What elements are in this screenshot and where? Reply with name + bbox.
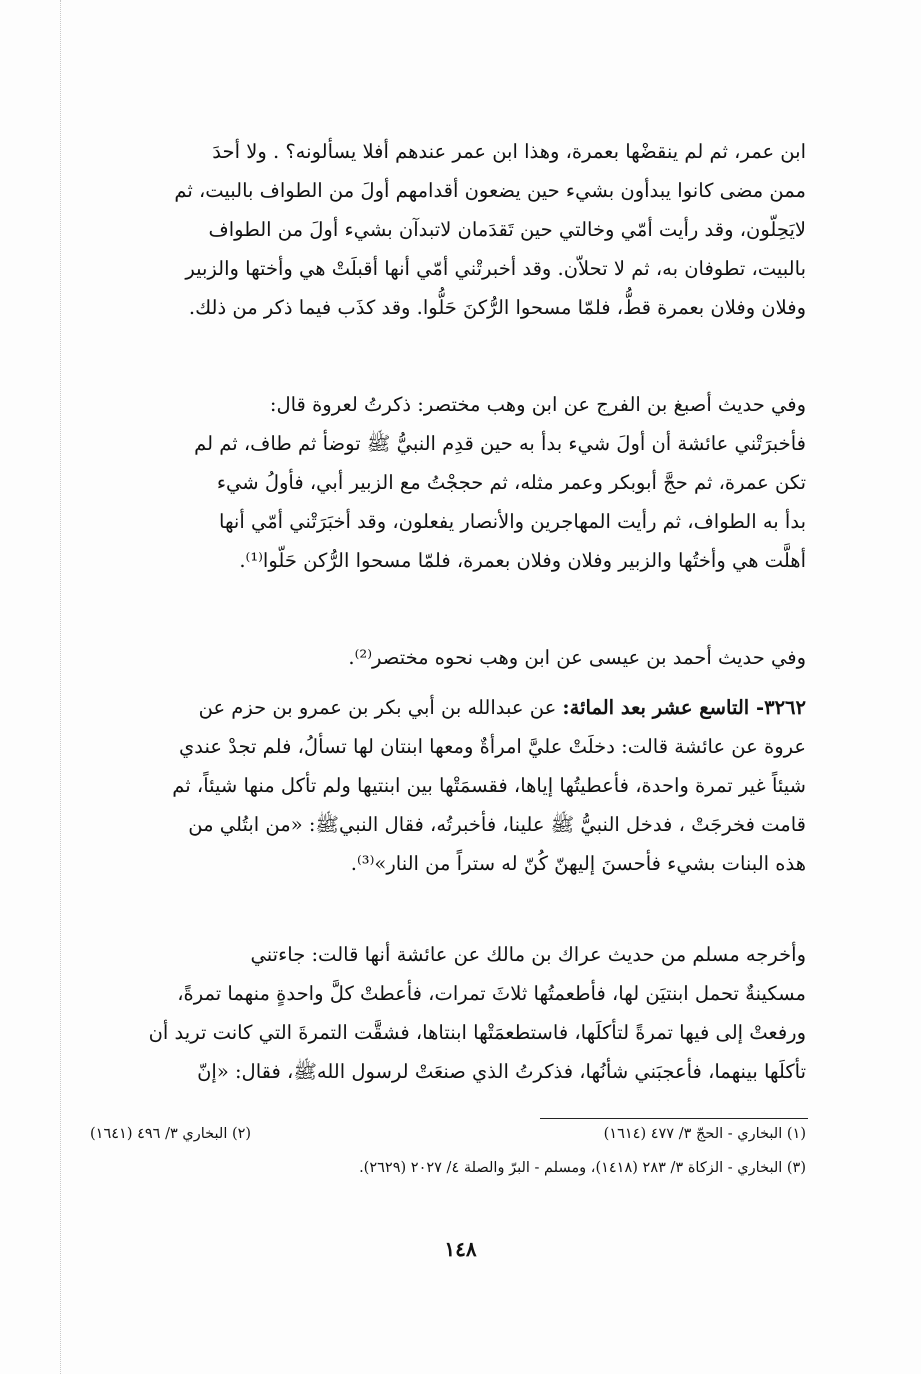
text-line: شيئاً غير تمرة واحدة، فأعطيتُها إياها، فقسمَتْها بين ابنتيها ولم تأكل منها شيئاً، ثم xyxy=(172,774,806,797)
text-line: فأخبرَتْني عائشة أن أولَ شيء بدأ به حين قدِم النبيُّ ﷺ توضأ ثم طاف، ثم لم xyxy=(194,432,806,455)
footnotes-row-1 xyxy=(90,1126,806,1142)
footnotes-row-2 xyxy=(90,1160,806,1176)
paragraph-1 xyxy=(68,132,806,327)
paragraph-4-hadith-3262 xyxy=(68,688,806,883)
footnote-2: (٢) البخاري ٣/ ٤٩٦ (١٦٤١) xyxy=(90,1126,252,1142)
paragraph-2 xyxy=(68,385,806,580)
text-line: عروة عن عائشة قالت: دخلَتْ عليَّ امرأةٌ ومعها ابنتان لها تسألُ، فلم تجدْ عندي xyxy=(179,735,806,758)
text-line: مسكينةٌ تحمل ابنتيَن لها، فأطعمتُها ثلاثَ تمرات، فأعطتْ كلَّ واحدةٍ منهما تمرةً، xyxy=(177,982,806,1005)
text-line: لايَحِلّون، وقد رأيت أمّي وخالتي حين تَقدَمان لاتبدآن بشيء أولَ من الطواف xyxy=(208,218,806,241)
hadith-number-heading: ٣٢٦٢- التاسع عشر بعد المائة: xyxy=(562,696,806,719)
paragraph-5 xyxy=(68,935,806,1091)
scan-margin-line xyxy=(60,0,61,1374)
text-line: قامت فخرجَتْ ، فدخل النبيُّ ﷺ علينا، فأخبرتُه، فقال النبيﷺ: «من ابتُلي من xyxy=(188,813,806,836)
text-line: تأكلَها بينهما، فأعجبَني شأنُها، فذكرتُ الذي صنعَتْ لرسول اللهﷺ، فقال: «إنّ xyxy=(197,1060,806,1083)
footnote-separator xyxy=(540,1118,808,1119)
footnote-3: (٣) البخاري - الزكاة ٣/ ٢٨٣ (١٤١٨)، ومسلم - البرّ والصلة ٤/ ٢٠٢٧ (٢٦٢٩). xyxy=(359,1160,806,1176)
text-line: ممن مضى كانوا يبدأون بشيء حين يضعون أقدامهم أولَ من الطواف بالبيت، ثم xyxy=(174,179,806,202)
text-line: هذه البنات بشيء فأحسنَ إليهنّ كُنّ له ستراً من النار»⁽³⁾. xyxy=(350,852,806,875)
footnote-1: (١) البخاري - الحجّ ٣/ ٤٧٧ (١٦١٤) xyxy=(603,1126,806,1142)
text-line: بالبيت، تطوفان به، ثم لا تحلاّن. وقد أخبرتْني أمّي أنها أقبلَتْ هي وأختها والزبير xyxy=(185,257,806,280)
text-line: تكن عمرة، ثم حجَّ أبوبكر وعمر مثله، ثم حججْتُ مع الزبير أبي، فأولُ شيء xyxy=(216,471,806,494)
paragraph-3 xyxy=(68,638,806,677)
text-line: وفي حديث أحمد بن عيسى عن ابن وهب نحوه مختصر⁽²⁾. xyxy=(348,646,806,669)
text-line: وفلان وفلان بعمرة قطُّ، فلمّا مسحوا الرُّكنَ حَلُّوا. وقد كذَب فيما ذكر من ذلك. xyxy=(188,296,806,319)
text-segment: عن عبدالله بن أبي بكر بن عمرو بن حزم عن xyxy=(198,696,557,719)
page-number: ١٤٨ xyxy=(444,1237,477,1261)
text-line: وأخرجه مسلم من حديث عراك بن مالك عن عائشة أنها قالت: جاءتني xyxy=(250,943,806,966)
text-line: وفي حديث أصبغ بن الفرج عن ابن وهب مختصر: ذكرتُ لعروة قال: xyxy=(269,393,806,416)
text-line: بدأ به الطواف، ثم رأيت المهاجرين والأنصار يفعلون، وقد أخبَرَتْني أمّي أنها xyxy=(219,510,806,533)
text-line: ورفعتْ إلى فيها تمرةً لتأكلَها، فاستطعمَتْها ابنتاها، فشقَّت التمرةَ التي كانت تريد أن xyxy=(148,1021,806,1044)
text-line xyxy=(68,688,806,727)
text-line: أهلَّت هي وأختُها والزبير وفلان وفلان بعمرة، فلمّا مسحوا الرُّكن حَلّوا⁽¹⁾. xyxy=(239,549,806,572)
text-line: ابن عمر، ثم لم ينقضْها بعمرة، وهذا ابن عمر عندهم أفلا يسألونه؟ . ولا أحدَ xyxy=(212,140,806,163)
